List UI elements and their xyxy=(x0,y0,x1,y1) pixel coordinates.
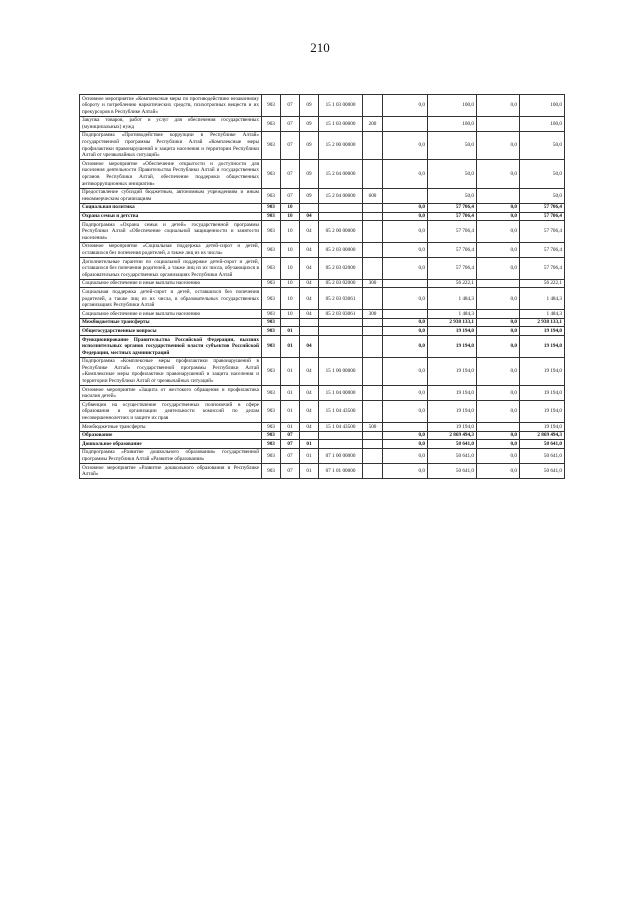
table-row xyxy=(80,336,565,358)
amount-cell: 50 641,0 xyxy=(520,440,565,449)
expense-type-cell xyxy=(363,131,383,159)
subsection-cell: 09 xyxy=(300,188,319,203)
amount-cell: 0,0 xyxy=(477,131,520,159)
section-cell: 10 xyxy=(281,221,300,243)
amount-cell: 100,0 xyxy=(428,116,477,131)
target-article-cell: 15 1 03 00000 xyxy=(319,116,363,131)
section-cell: 07 xyxy=(281,188,300,203)
grbs-cell: 903 xyxy=(262,423,281,432)
section-cell: 01 xyxy=(281,386,300,401)
grbs-cell: 903 xyxy=(262,116,281,131)
table-row xyxy=(80,279,565,288)
amount-cell: 0,0 xyxy=(383,464,428,479)
section-cell: 01 xyxy=(281,401,300,423)
amount-cell: 0,0 xyxy=(477,401,520,423)
expense-type-cell xyxy=(363,448,383,463)
amount-cell: 0,0 xyxy=(383,131,428,159)
table-row xyxy=(80,221,565,243)
amount-cell: 0,0 xyxy=(383,95,428,117)
amount-cell: 57 706,4 xyxy=(520,258,565,280)
grbs-cell: 903 xyxy=(262,242,281,257)
grbs-cell: 903 xyxy=(262,431,281,440)
expense-type-cell xyxy=(363,203,383,212)
grbs-cell: 903 xyxy=(262,357,281,385)
row-name-cell: Дополнительные гарантии по социальной поддержке детей-сирот и детей, оставшихся без попечения родителей, а также лиц из их числа, обучающихся в образовательных государственных организациях Республики Алтай xyxy=(80,258,262,280)
amount-cell: 0,0 xyxy=(383,401,428,423)
amount-cell: 0,0 xyxy=(477,357,520,385)
section-cell: 10 xyxy=(281,258,300,280)
section-cell: 07 xyxy=(281,440,300,449)
amount-cell: 0,0 xyxy=(477,431,520,440)
grbs-cell: 903 xyxy=(262,448,281,463)
target-article-cell: 05 2 03 02000 xyxy=(319,279,363,288)
expense-type-cell xyxy=(363,357,383,385)
expense-type-cell xyxy=(363,288,383,310)
grbs-cell: 903 xyxy=(262,310,281,319)
grbs-cell: 903 xyxy=(262,279,281,288)
amount-cell: 50 641,0 xyxy=(428,464,477,479)
grbs-cell: 903 xyxy=(262,288,281,310)
section-cell: 10 xyxy=(281,279,300,288)
page-number: 210 xyxy=(310,40,330,55)
target-article-cell: 05 2 03 02000 xyxy=(319,258,363,280)
grbs-cell: 903 xyxy=(262,221,281,243)
table-row xyxy=(80,131,565,159)
target-article-cell: 05 2 03 03061 xyxy=(319,288,363,310)
subsection-cell: 01 xyxy=(300,440,319,449)
amount-cell: 1 484,3 xyxy=(520,288,565,310)
amount-cell: 0,0 xyxy=(477,336,520,358)
amount-cell: 1 484,3 xyxy=(428,310,477,319)
section-cell: 01 xyxy=(281,336,300,358)
section-cell: 01 xyxy=(281,423,300,432)
amount-cell: 57 706,4 xyxy=(520,212,565,221)
amount-cell: 0,0 xyxy=(383,386,428,401)
amount-cell: 57 706,4 xyxy=(520,242,565,257)
row-name-cell: Основное мероприятие «Комплексные меры по противодействию незаконному обороту и потреблению наркотических средств, психотропных веществ и их прекурсоров в Республике Алтай» xyxy=(80,95,262,117)
row-name-cell: Подпрограмма «Охрана семьи и детей» государственной программы Республики Алтай «Обеспечение социальной защищенности и занятости населения» xyxy=(80,221,262,243)
target-article-cell xyxy=(319,212,363,221)
subsection-cell: 04 xyxy=(300,258,319,280)
row-name-cell: Общегосударственные вопросы xyxy=(80,327,262,336)
expense-type-cell: 300 xyxy=(363,279,383,288)
amount-cell: 0,0 xyxy=(383,448,428,463)
table-row xyxy=(80,318,565,327)
amount-cell: 0,0 xyxy=(477,386,520,401)
section-cell: 07 xyxy=(281,131,300,159)
expense-type-cell xyxy=(363,318,383,327)
subsection-cell: 09 xyxy=(300,95,319,117)
table-row xyxy=(80,440,565,449)
row-name-cell: Образование xyxy=(80,431,262,440)
table-row xyxy=(80,401,565,423)
subsection-cell: 09 xyxy=(300,116,319,131)
target-article-cell: 15 2 04 00000 xyxy=(319,160,363,188)
amount-cell: 0,0 xyxy=(383,212,428,221)
amount-cell: 0,0 xyxy=(383,160,428,188)
amount-cell xyxy=(477,310,520,319)
expense-type-cell xyxy=(363,386,383,401)
row-name-cell: Закупка товаров, работ и услуг для обеспечения государственных (муниципальных) нужд xyxy=(80,116,262,131)
expense-type-cell xyxy=(363,401,383,423)
section-cell: 07 xyxy=(281,116,300,131)
target-article-cell xyxy=(319,440,363,449)
target-article-cell: 15 1 04 43500 xyxy=(319,401,363,423)
amount-cell: 50 641,0 xyxy=(428,448,477,463)
table-row xyxy=(80,288,565,310)
table-row xyxy=(80,203,565,212)
row-name-cell: Охрана семьи и детства xyxy=(80,212,262,221)
expense-type-cell xyxy=(363,258,383,280)
amount-cell: 56 222,1 xyxy=(428,279,477,288)
amount-cell xyxy=(383,188,428,203)
table-row xyxy=(80,464,565,479)
amount-cell xyxy=(383,423,428,432)
subsection-cell: 09 xyxy=(300,131,319,159)
expense-type-cell xyxy=(363,221,383,243)
amount-cell xyxy=(383,116,428,131)
row-name-cell: Предоставление субсидий бюджетным, автономным учреждениям и иным некоммерческим организациям xyxy=(80,188,262,203)
subsection-cell: 04 xyxy=(300,242,319,257)
row-name-cell: Социальное обеспечение и иные выплаты населению xyxy=(80,310,262,319)
target-article-cell: 05 2 03 00000 xyxy=(319,242,363,257)
amount-cell: 50,0 xyxy=(520,188,565,203)
section-cell: 07 xyxy=(281,464,300,479)
amount-cell: 2 938 133,1 xyxy=(428,318,477,327)
row-name-cell: Социальное обеспечение и иные выплаты населению xyxy=(80,279,262,288)
section-cell: 10 xyxy=(281,288,300,310)
amount-cell: 19 194,0 xyxy=(520,327,565,336)
section-cell: 07 xyxy=(281,160,300,188)
amount-cell: 19 194,0 xyxy=(428,401,477,423)
amount-cell: 0,0 xyxy=(383,221,428,243)
row-name-cell: Подпрограмма «Комплексные меры профилактики правонарушений в Республике Алтай» государственной программы Республики Алтай «Комплексные меры профилактики правонарушений и защита населения и территории Республики Алтай от чрезвычайных ситуаций» xyxy=(80,357,262,385)
target-article-cell: 15 1 03 00000 xyxy=(319,95,363,117)
target-article-cell: 07 1 00 00000 xyxy=(319,448,363,463)
amount-cell: 0,0 xyxy=(477,258,520,280)
amount-cell: 2 938 133,1 xyxy=(520,318,565,327)
amount-cell: 0,0 xyxy=(477,242,520,257)
amount-cell: 0,0 xyxy=(477,288,520,310)
amount-cell: 100,0 xyxy=(428,95,477,117)
amount-cell: 1 484,3 xyxy=(520,310,565,319)
expense-type-cell: 300 xyxy=(363,310,383,319)
expense-type-cell xyxy=(363,242,383,257)
section-cell: 10 xyxy=(281,310,300,319)
row-name-cell: Основное мероприятие «Социальная поддержка детей-сирот и детей, оставшихся без попечения родителей, а также лиц из их числа» xyxy=(80,242,262,257)
amount-cell: 50 641,0 xyxy=(428,440,477,449)
subsection-cell: 09 xyxy=(300,160,319,188)
amount-cell: 19 194,0 xyxy=(520,386,565,401)
section-cell: 01 xyxy=(281,327,300,336)
amount-cell: 0,0 xyxy=(383,258,428,280)
amount-cell: 1 484,3 xyxy=(428,288,477,310)
expense-type-cell xyxy=(363,212,383,221)
budget-table xyxy=(79,94,565,479)
amount-cell xyxy=(477,279,520,288)
amount-cell xyxy=(477,116,520,131)
grbs-cell: 903 xyxy=(262,386,281,401)
section-cell: 07 xyxy=(281,95,300,117)
amount-cell: 50,0 xyxy=(428,188,477,203)
amount-cell xyxy=(383,310,428,319)
subsection-cell: 04 xyxy=(300,221,319,243)
row-name-cell: Субвенции на осуществление государственных полномочий в сфере образования и организации деятельности комиссий по делам несовершеннолетних и защите их прав xyxy=(80,401,262,423)
row-name-cell: Основное мероприятие «Развитие дошкольного образования в Республике Алтай» xyxy=(80,464,262,479)
amount-cell: 2 869 494,3 xyxy=(520,431,565,440)
row-name-cell: Межбюджетные трансферты xyxy=(80,318,262,327)
amount-cell: 57 706,4 xyxy=(428,212,477,221)
amount-cell xyxy=(383,279,428,288)
grbs-cell: 903 xyxy=(262,440,281,449)
target-article-cell: 15 1 00 00000 xyxy=(319,357,363,385)
amount-cell: 0,0 xyxy=(383,288,428,310)
table-row xyxy=(80,212,565,221)
table-row xyxy=(80,95,565,117)
amount-cell: 50 641,0 xyxy=(520,448,565,463)
grbs-cell: 903 xyxy=(262,318,281,327)
target-article-cell xyxy=(319,431,363,440)
budget-table-body xyxy=(80,95,565,479)
section-cell: 01 xyxy=(281,357,300,385)
amount-cell: 0,0 xyxy=(383,318,428,327)
row-name-cell: Социальная поддержка детей-сирот и детей, оставшихся без попечения родителей, а также лиц из их числа, в образовательных государственных организациях Республики Алтай xyxy=(80,288,262,310)
expense-type-cell xyxy=(363,431,383,440)
table-row xyxy=(80,310,565,319)
table-row xyxy=(80,160,565,188)
grbs-cell: 903 xyxy=(262,336,281,358)
amount-cell: 0,0 xyxy=(477,440,520,449)
grbs-cell: 903 xyxy=(262,188,281,203)
expense-type-cell: 200 xyxy=(363,116,383,131)
amount-cell: 0,0 xyxy=(477,160,520,188)
amount-cell: 50,0 xyxy=(520,160,565,188)
expense-type-cell: 600 xyxy=(363,188,383,203)
grbs-cell: 903 xyxy=(262,258,281,280)
grbs-cell: 903 xyxy=(262,401,281,423)
amount-cell: 0,0 xyxy=(477,203,520,212)
expense-type-cell xyxy=(363,95,383,117)
subsection-cell xyxy=(300,203,319,212)
subsection-cell: 04 xyxy=(300,386,319,401)
amount-cell: 19 194,0 xyxy=(520,336,565,358)
row-name-cell: Межбюджетные трансферты xyxy=(80,423,262,432)
row-name-cell: Основное мероприятие «Обеспечение открытости и доступности для населения деятельности Правительства Республики Алтай и государственных органов Республики Алтай, обеспечение поддержки общественных антикоррупционных инициатив» xyxy=(80,160,262,188)
grbs-cell: 903 xyxy=(262,212,281,221)
table-row xyxy=(80,242,565,257)
grbs-cell: 903 xyxy=(262,131,281,159)
amount-cell: 0,0 xyxy=(477,448,520,463)
target-article-cell: 07 1 01 00000 xyxy=(319,464,363,479)
amount-cell: 19 194,0 xyxy=(428,357,477,385)
target-article-cell: 05 2 03 03061 xyxy=(319,310,363,319)
row-name-cell: Подпрограмма «Развитие дошкольного образования» государственной программы Республики Алтай «Развитие образования» xyxy=(80,448,262,463)
subsection-cell: 04 xyxy=(300,423,319,432)
amount-cell: 19 194,0 xyxy=(428,327,477,336)
target-article-cell: 05 2 00 00000 xyxy=(319,221,363,243)
expense-type-cell xyxy=(363,440,383,449)
amount-cell: 57 706,4 xyxy=(428,221,477,243)
amount-cell: 19 194,0 xyxy=(428,336,477,358)
target-article-cell xyxy=(319,327,363,336)
section-cell: 07 xyxy=(281,431,300,440)
target-article-cell xyxy=(319,203,363,212)
amount-cell: 57 706,4 xyxy=(428,258,477,280)
subsection-cell: 04 xyxy=(300,401,319,423)
expense-type-cell xyxy=(363,464,383,479)
amount-cell: 100,0 xyxy=(520,95,565,117)
grbs-cell: 903 xyxy=(262,464,281,479)
target-article-cell xyxy=(319,318,363,327)
table-row xyxy=(80,258,565,280)
row-name-cell: Подпрограмма «Противодействие коррупции в Республике Алтай» государственной программы Республики Алтай «Комплексные меры профилактики правонарушений и защита населения и территории Республики Алтай от чрезвычайных ситуаций» xyxy=(80,131,262,159)
amount-cell xyxy=(477,423,520,432)
grbs-cell: 903 xyxy=(262,327,281,336)
grbs-cell: 903 xyxy=(262,95,281,117)
table-row xyxy=(80,386,565,401)
amount-cell: 57 706,4 xyxy=(520,203,565,212)
row-name-cell: Социальная политика xyxy=(80,203,262,212)
amount-cell: 19 194,0 xyxy=(428,423,477,432)
subsection-cell: 04 xyxy=(300,310,319,319)
expense-type-cell xyxy=(363,327,383,336)
subsection-cell: 04 xyxy=(300,212,319,221)
amount-cell: 19 194,0 xyxy=(520,423,565,432)
expense-type-cell xyxy=(363,160,383,188)
amount-cell: 57 706,4 xyxy=(428,203,477,212)
amount-cell: 0,0 xyxy=(383,242,428,257)
amount-cell: 50,0 xyxy=(520,131,565,159)
subsection-cell: 04 xyxy=(300,279,319,288)
row-name-cell: Дошкольное образование xyxy=(80,440,262,449)
table-row xyxy=(80,188,565,203)
table-row xyxy=(80,116,565,131)
amount-cell: 19 194,0 xyxy=(520,357,565,385)
row-name-cell: Основное мероприятие «Защита от жестокого обращения и профилактика насилия детей» xyxy=(80,386,262,401)
target-article-cell: 15 2 00 00000 xyxy=(319,131,363,159)
target-article-cell xyxy=(319,336,363,358)
amount-cell: 19 194,0 xyxy=(428,386,477,401)
amount-cell: 0,0 xyxy=(383,336,428,358)
amount-cell: 57 706,4 xyxy=(428,242,477,257)
grbs-cell: 903 xyxy=(262,203,281,212)
section-cell: 10 xyxy=(281,203,300,212)
subsection-cell xyxy=(300,327,319,336)
section-cell xyxy=(281,318,300,327)
subsection-cell xyxy=(300,431,319,440)
target-article-cell: 15 1 04 00000 xyxy=(319,386,363,401)
amount-cell: 0,0 xyxy=(477,464,520,479)
table-row xyxy=(80,357,565,385)
subsection-cell: 01 xyxy=(300,448,319,463)
amount-cell: 0,0 xyxy=(477,327,520,336)
amount-cell: 0,0 xyxy=(477,318,520,327)
amount-cell: 2 869 494,3 xyxy=(428,431,477,440)
subsection-cell: 04 xyxy=(300,336,319,358)
table-row xyxy=(80,423,565,432)
subsection-cell: 01 xyxy=(300,464,319,479)
target-article-cell: 15 2 04 00000 xyxy=(319,188,363,203)
amount-cell: 0,0 xyxy=(477,95,520,117)
subsection-cell: 04 xyxy=(300,357,319,385)
subsection-cell: 04 xyxy=(300,288,319,310)
subsection-cell xyxy=(300,318,319,327)
amount-cell: 0,0 xyxy=(383,203,428,212)
amount-cell: 0,0 xyxy=(383,431,428,440)
amount-cell: 0,0 xyxy=(383,327,428,336)
amount-cell xyxy=(477,188,520,203)
amount-cell: 50,0 xyxy=(428,131,477,159)
table-row xyxy=(80,327,565,336)
expense-type-cell: 500 xyxy=(363,423,383,432)
amount-cell: 0,0 xyxy=(477,212,520,221)
section-cell: 10 xyxy=(281,212,300,221)
grbs-cell: 903 xyxy=(262,160,281,188)
amount-cell: 0,0 xyxy=(383,357,428,385)
amount-cell: 19 194,0 xyxy=(520,401,565,423)
section-cell: 07 xyxy=(281,448,300,463)
amount-cell: 56 222,1 xyxy=(520,279,565,288)
amount-cell: 50,0 xyxy=(428,160,477,188)
amount-cell: 0,0 xyxy=(477,221,520,243)
amount-cell: 50 641,0 xyxy=(520,464,565,479)
amount-cell: 100,0 xyxy=(520,116,565,131)
expense-type-cell xyxy=(363,336,383,358)
amount-cell: 0,0 xyxy=(383,440,428,449)
amount-cell: 57 706,4 xyxy=(520,221,565,243)
table-row xyxy=(80,448,565,463)
target-article-cell: 15 1 04 43500 xyxy=(319,423,363,432)
table-row xyxy=(80,431,565,440)
row-name-cell: Функционирование Правительства Российской Федерации, высших исполнительных органов государственной власти субъектов Российской Федерации, местных администраций xyxy=(80,336,262,358)
section-cell: 10 xyxy=(281,242,300,257)
